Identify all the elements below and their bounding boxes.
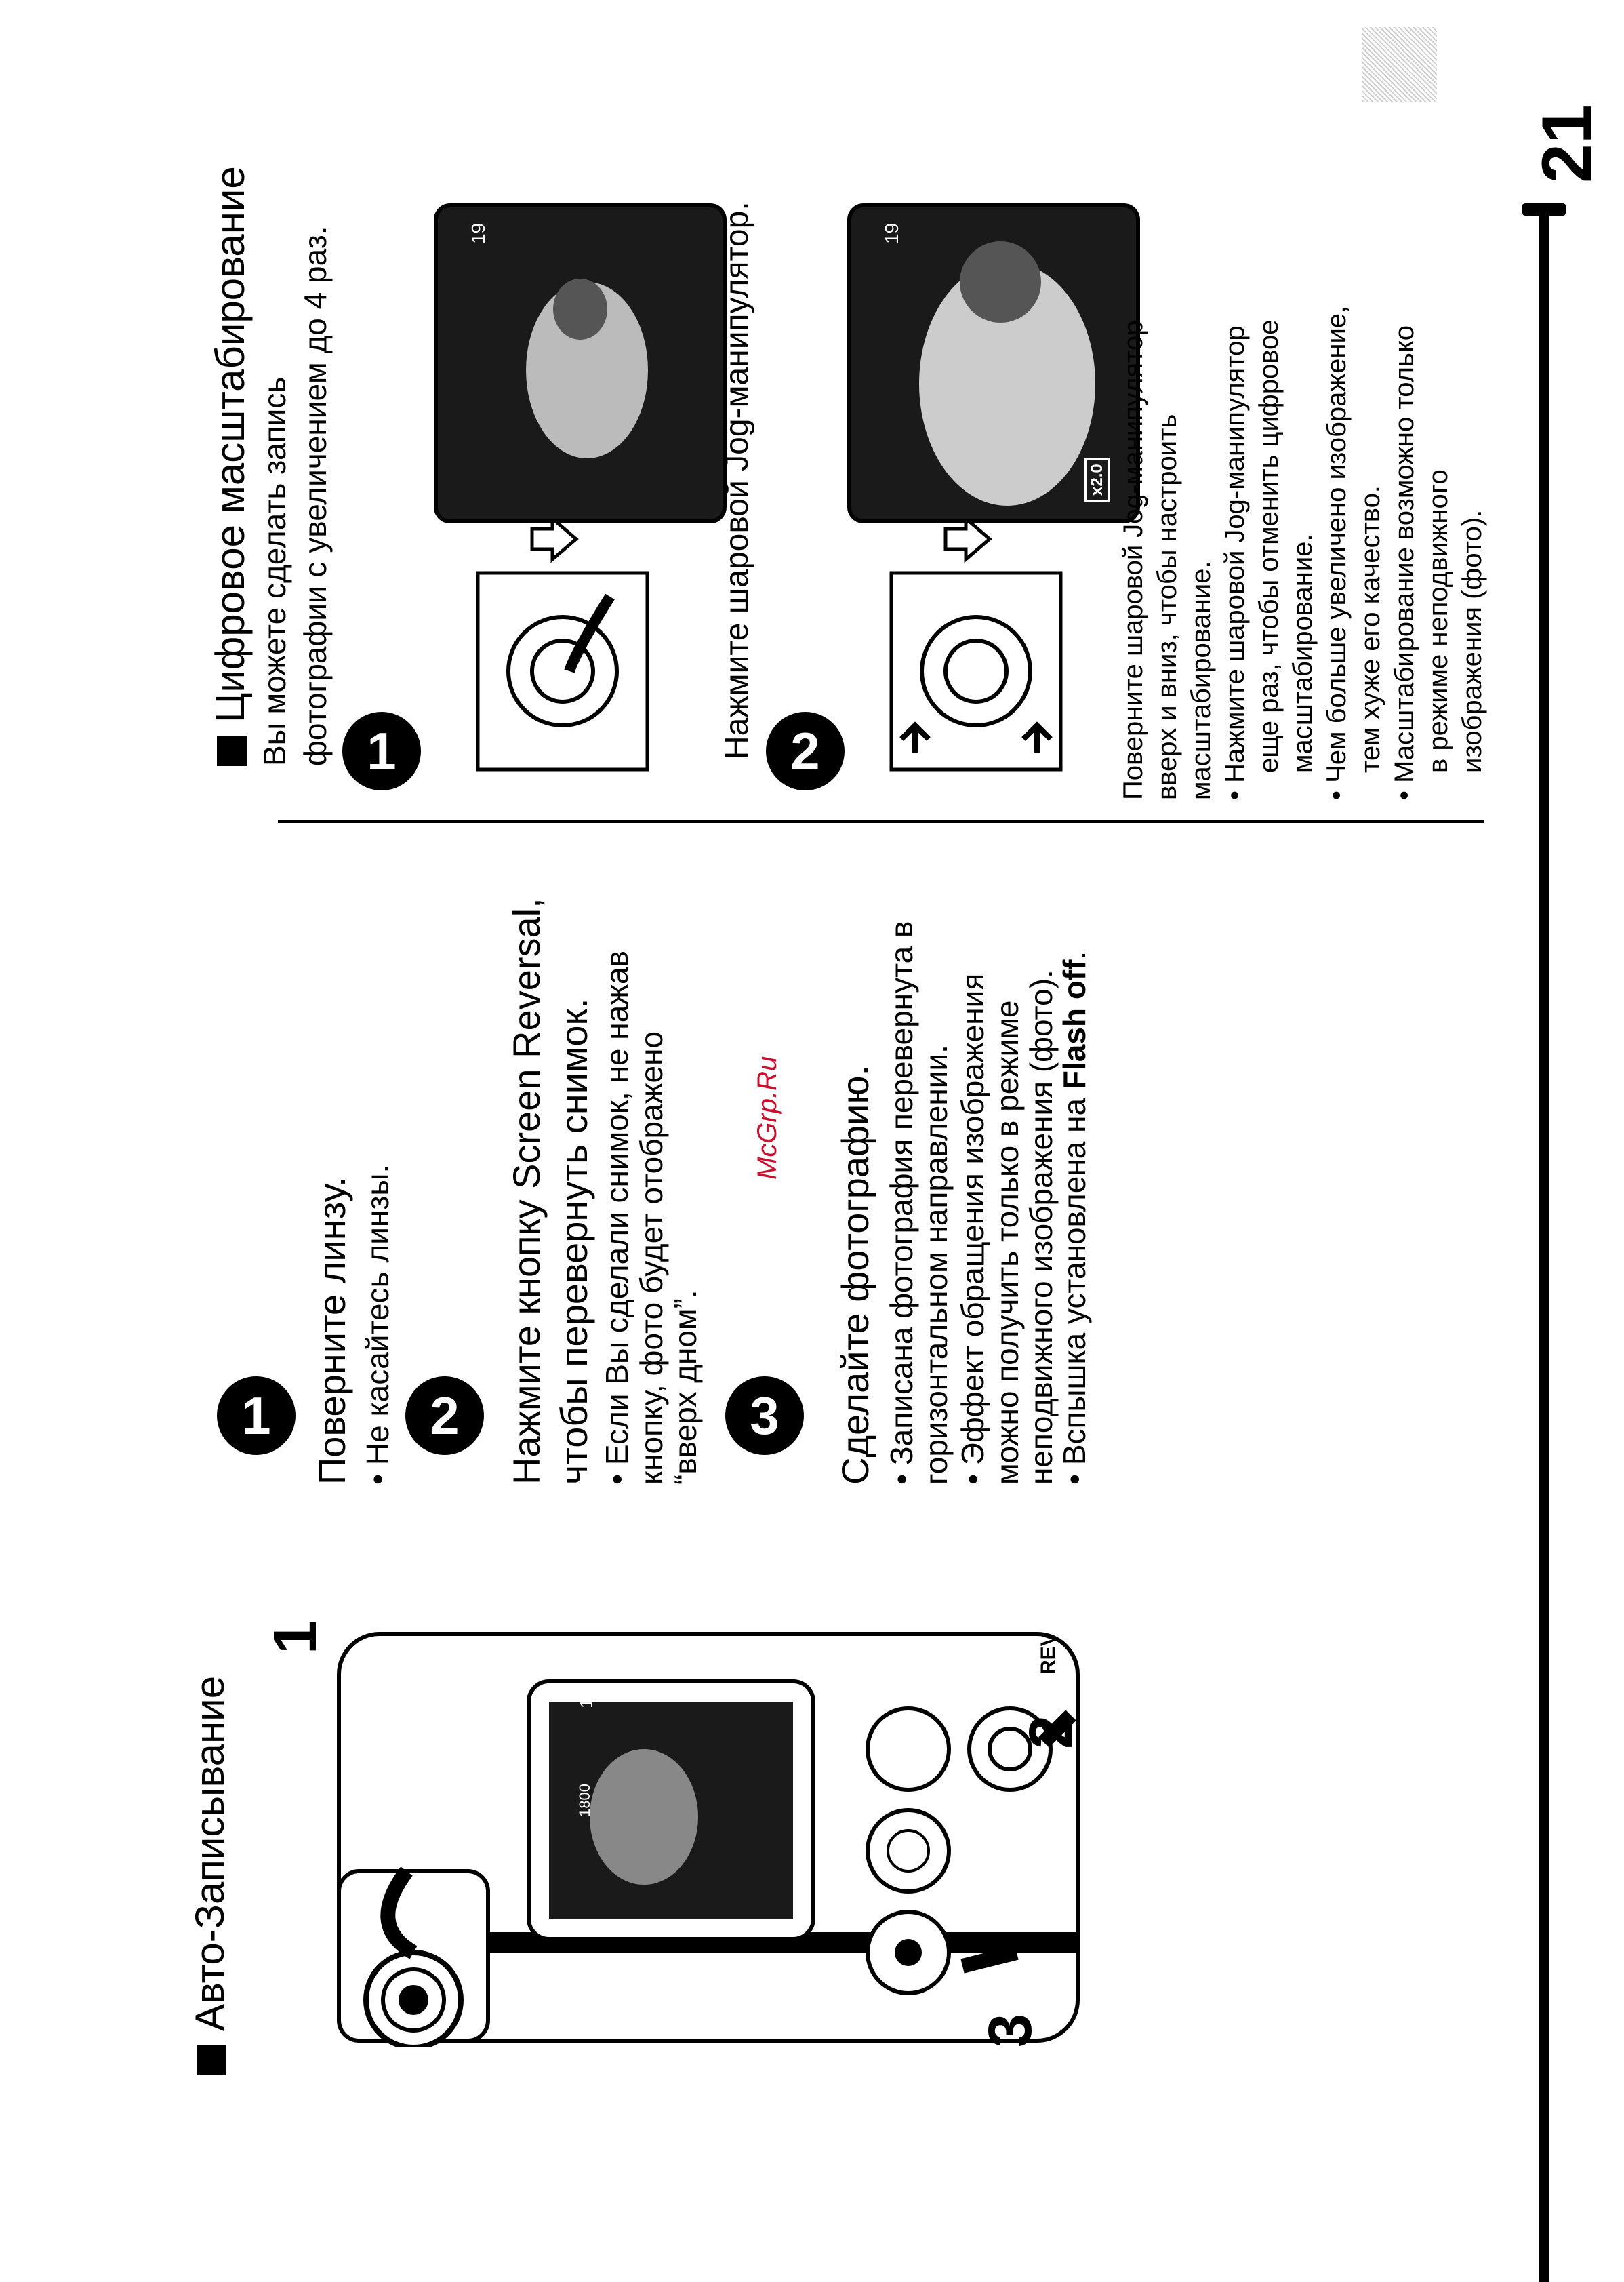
jog-dial-figure-1: [474, 569, 651, 773]
zoom-bullet1-line2: еще раз, чтобы отменить цифровое: [1254, 319, 1284, 773]
lcd-shots-1: 19: [468, 222, 489, 244]
zoom-bullet2-line2: тем хуже его качество.: [1356, 485, 1385, 773]
step2-title-line1: Нажмите кнопку Screen Reversal,: [505, 898, 548, 1485]
camera-counter-label: 1800: [576, 1784, 593, 1817]
step3-title: Сделайте фотографию.: [834, 1064, 876, 1485]
zoom-step2-badge: 2: [766, 712, 845, 790]
section-divider: [278, 820, 1484, 823]
step1-badge: 1: [217, 1376, 296, 1455]
zoom-bullet3-line1: • Масштабирование возможно только: [1389, 325, 1419, 800]
step2-bullet: • Если Вы сделали снимок, не нажав кнопку, фото будет отображено “вверх дном”.: [599, 950, 704, 1485]
step3-bullet2: • Эффект обращения изображения можно получить только в режиме неподвижного изображения (фото).: [955, 969, 1059, 1485]
section-bullet-square: [217, 736, 247, 766]
page-edge-rule-cap: [1522, 203, 1566, 216]
scan-artifact: [1362, 27, 1437, 102]
jog-dial-drawing: [474, 569, 651, 773]
lcd-preview-1: [434, 203, 727, 523]
jog-dial-figure-2: [888, 569, 1064, 773]
camera-drawing: [325, 1614, 1098, 2047]
zoom-intro-line1: Вы можете сделать запись: [257, 376, 292, 766]
step2-title-line2: чтобы перевернуть снимок.: [552, 998, 595, 1485]
section-title-auto: [187, 1675, 232, 2075]
flash-off-label: Flash off: [1057, 959, 1092, 1090]
step3-bullet3: • Вспышка установлена на Flash off.: [1057, 950, 1092, 1485]
zoom-bullet2-line1: • Чем больше увеличено изображение,: [1322, 305, 1352, 800]
step2-badge: 2: [405, 1376, 484, 1455]
step1-bullet: • Не касайтесь линзы.: [360, 1164, 395, 1485]
camera-illustration: [325, 1614, 1098, 2047]
camera-rev-label: REV: [1037, 1633, 1059, 1675]
step3-badge: 3: [725, 1376, 804, 1455]
zoom-bullet1-line3: масштабирование.: [1288, 534, 1318, 773]
page-edge-rule: [1539, 214, 1549, 2282]
zoom-bullet1-line1: • Нажмите шаровой Jog-манипулятор: [1220, 325, 1250, 800]
zoom-step1-badge: 1: [342, 712, 421, 790]
zoom-badge: x2.0: [1084, 458, 1110, 502]
zoom-step2-line2: вверх и вниз, чтобы настроить: [1152, 414, 1182, 800]
zoom-step1-caption: Нажмите шаровой Jog-манипулятор.: [719, 201, 755, 759]
page-number: 21: [1528, 104, 1606, 183]
camera-shots-label: 19: [576, 1689, 596, 1708]
zoom-bullet3-line2: в режиме неподвижного: [1423, 469, 1453, 773]
section-bullet-square: [197, 2045, 226, 2075]
camera-step3-label: 3: [977, 2013, 1044, 2047]
section-title-text: Цифровое масштабирование: [207, 166, 253, 723]
lcd-shots-2: 19: [881, 222, 902, 244]
camera-step1-label: 1: [262, 1620, 329, 1654]
camera-step2-label: 2: [1017, 1715, 1085, 1749]
step1-title: Поверните линзу.: [310, 1176, 353, 1485]
zoom-step2-line1: Поверните шаровой Jog-манипулятор: [1118, 320, 1148, 800]
step3-bullet1: • Записана фотография перевернута в горизонтальном направлении.: [884, 921, 954, 1485]
zoom-intro-line2: фотографии с увеличением до 4 раз.: [298, 226, 333, 766]
zoom-bullet3-line3: изображения (фото).: [1457, 509, 1487, 773]
watermark: McGrp.Ru: [752, 1056, 782, 1180]
zoom-step2-line3: масштабирование.: [1186, 561, 1216, 800]
jog-dial-drawing: [888, 569, 1064, 773]
section-title-zoom: [207, 166, 253, 766]
section-title-text: Авто-Записывание: [187, 1675, 232, 2031]
